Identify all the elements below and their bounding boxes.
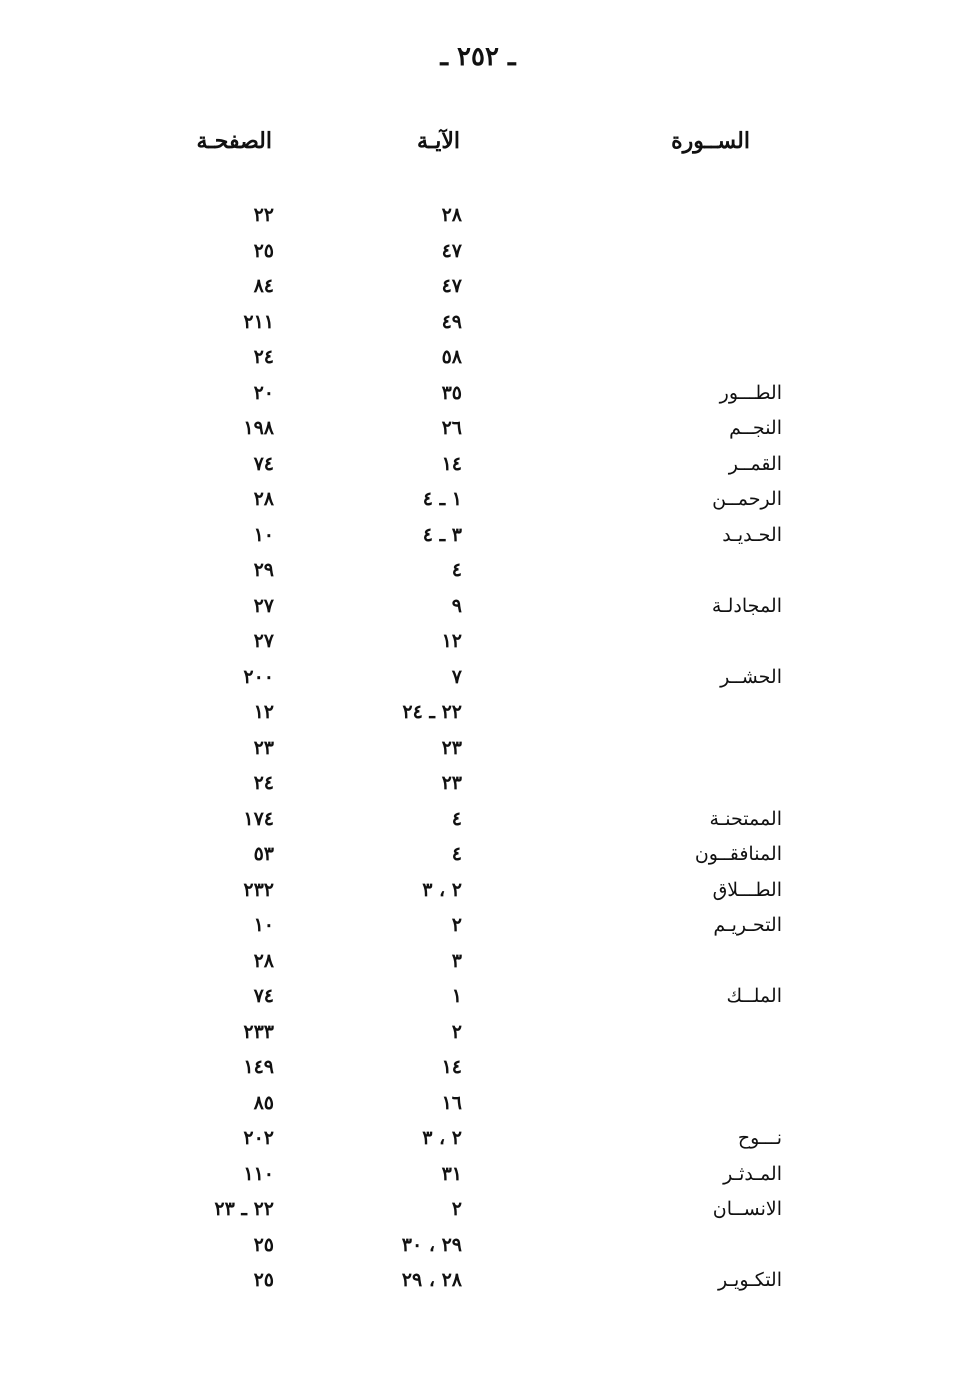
page-cell: ١٢ xyxy=(253,701,274,723)
table-row xyxy=(0,1157,956,1193)
ayah-cell: ٣٥ xyxy=(441,381,462,404)
ayah-cell: ١٤ xyxy=(441,452,462,475)
table-row xyxy=(0,873,956,909)
ayah-cell: ٣١ xyxy=(441,1162,462,1185)
surah-cell: الملــك xyxy=(726,985,782,1007)
table-row xyxy=(0,1192,956,1228)
header-ayah: الآيـة xyxy=(416,128,460,154)
table-row xyxy=(0,660,956,696)
page-cell: ٢٩ xyxy=(253,559,274,581)
table-row xyxy=(0,944,956,980)
page-cell: ١٤٩ xyxy=(243,1056,274,1078)
ayah-cell: ٢٨ ، ٢٩ xyxy=(401,1269,462,1291)
ayah-cell: ٥٨ xyxy=(441,346,462,368)
surah-cell: المنافقــون xyxy=(694,843,782,865)
surah-cell: الانســان xyxy=(712,1198,782,1220)
ayah-cell: ٤٩ xyxy=(441,310,462,333)
surah-cell: المجادلـة xyxy=(711,594,782,617)
table-row xyxy=(0,731,956,767)
page-cell: ٥٣ xyxy=(253,843,274,865)
table-row xyxy=(0,198,956,234)
table-row xyxy=(0,482,956,518)
ayah-cell: ٢ ، ٣ xyxy=(422,1127,462,1149)
page-number: ـ ٢٥٢ ـ xyxy=(440,42,516,72)
table-row xyxy=(0,1015,956,1051)
page-cell: ٢٢ xyxy=(253,204,274,226)
ayah-cell: ٢ xyxy=(451,914,462,936)
page-cell: ٢٧ xyxy=(253,594,274,617)
page-cell: ٢٤ xyxy=(253,772,274,794)
ayah-cell: ٢ ، ٣ xyxy=(422,878,462,901)
page-cell: ٢٢ ـ ٢٣ xyxy=(214,1198,274,1220)
table-row xyxy=(0,766,956,802)
surah-cell: الحـديـد xyxy=(722,523,782,546)
ayah-cell: ١٤ xyxy=(441,1056,462,1078)
surah-cell: القمــر xyxy=(728,452,782,475)
surah-cell: الرحمــن xyxy=(712,488,782,510)
ayah-cell: ٢٣ xyxy=(441,772,462,794)
ayah-cell: ٢ xyxy=(451,1020,462,1043)
ayah-cell: ٤ xyxy=(451,559,462,581)
header-surah: الســورة xyxy=(671,128,750,154)
page-cell: ١٠ xyxy=(253,914,274,936)
header-page: الصفحـة xyxy=(196,128,272,154)
surah-cell: الممتحنـة xyxy=(709,807,782,830)
surah-cell: الطـــلاق xyxy=(712,878,782,901)
page-cell: ٢٤ xyxy=(253,346,274,368)
surah-cell: التحـريـم xyxy=(713,914,782,936)
surah-cell: نـــوح xyxy=(737,1127,782,1149)
table-row xyxy=(0,234,956,270)
page-cell: ٢٧ xyxy=(253,630,274,652)
table-row xyxy=(0,1086,956,1122)
ayah-cell: ٤٧ xyxy=(441,275,462,297)
ayah-cell: ٣ ـ ٤ xyxy=(422,523,462,546)
ayah-cell: ١ ـ ٤ xyxy=(422,488,462,510)
ayah-cell: ٢٢ ـ ٢٤ xyxy=(402,701,462,723)
table-row xyxy=(0,518,956,554)
ayah-cell: ٢٨ xyxy=(441,204,462,226)
table-row xyxy=(0,269,956,305)
ayah-cell: ٣ xyxy=(451,949,462,972)
ayah-cell: ١٦ xyxy=(441,1091,462,1114)
page-cell: ٢٣٢ xyxy=(243,878,274,901)
page-cell: ٢٥ xyxy=(253,1269,274,1291)
table-row xyxy=(0,1228,956,1264)
table-row xyxy=(0,979,956,1015)
ayah-cell: ١٢ xyxy=(441,630,462,652)
ayah-cell: ٢٦ xyxy=(441,417,462,439)
ayah-cell: ١ xyxy=(451,985,462,1007)
table-header xyxy=(0,128,956,162)
page-cell: ٧٤ xyxy=(253,452,274,475)
ayah-cell: ٩ xyxy=(451,594,462,617)
table-row xyxy=(0,695,956,731)
table-row xyxy=(0,624,956,660)
ayah-cell: ٤ xyxy=(451,807,462,830)
page-cell: ٧٤ xyxy=(253,985,274,1007)
table-row xyxy=(0,340,956,376)
ayah-cell: ٢٩ ، ٣٠ xyxy=(401,1233,462,1256)
ayah-cell: ٢ xyxy=(451,1198,462,1220)
page-cell: ٢٨ xyxy=(253,488,274,510)
table-row xyxy=(0,1121,956,1157)
page-cell: ٢٠٢ xyxy=(243,1127,274,1149)
ayah-cell: ٧ xyxy=(451,665,462,688)
ayah-cell: ٤٧ xyxy=(441,239,462,262)
table-row xyxy=(0,589,956,625)
table-row xyxy=(0,1050,956,1086)
surah-cell: المـدثـر xyxy=(723,1162,782,1185)
page-cell: ٢٠٠ xyxy=(243,665,274,688)
index-table xyxy=(0,198,956,1299)
page-cell: ٨٥ xyxy=(253,1091,274,1114)
table-row xyxy=(0,553,956,589)
surah-cell: التكـويـر xyxy=(717,1269,782,1291)
surah-cell: الطـــور xyxy=(719,381,782,404)
page-cell: ٢٥ xyxy=(253,1233,274,1256)
page-cell: ٢٣٣ xyxy=(243,1020,274,1043)
table-row xyxy=(0,908,956,944)
page-cell: ٨٤ xyxy=(253,275,274,297)
page-cell: ٢٨ xyxy=(253,949,274,972)
table-row xyxy=(0,1263,956,1299)
page-cell: ٢٠ xyxy=(253,381,274,404)
table-row xyxy=(0,802,956,838)
page-cell: ١٠ xyxy=(253,523,274,546)
surah-cell: الحشــر xyxy=(720,665,782,688)
table-row xyxy=(0,411,956,447)
page-cell: ١٧٤ xyxy=(243,807,274,830)
page-cell: ٢٥ xyxy=(253,239,274,262)
page-cell: ٢١١ xyxy=(243,310,274,333)
surah-cell: النجــم xyxy=(729,417,782,439)
table-row xyxy=(0,376,956,412)
table-row xyxy=(0,447,956,483)
page-cell: ١٩٨ xyxy=(243,417,274,439)
page-cell: ٢٣ xyxy=(253,736,274,759)
ayah-cell: ٤ xyxy=(451,843,462,865)
table-row xyxy=(0,837,956,873)
page-cell: ١١٠ xyxy=(243,1162,274,1185)
table-row xyxy=(0,305,956,341)
ayah-cell: ٢٣ xyxy=(441,736,462,759)
